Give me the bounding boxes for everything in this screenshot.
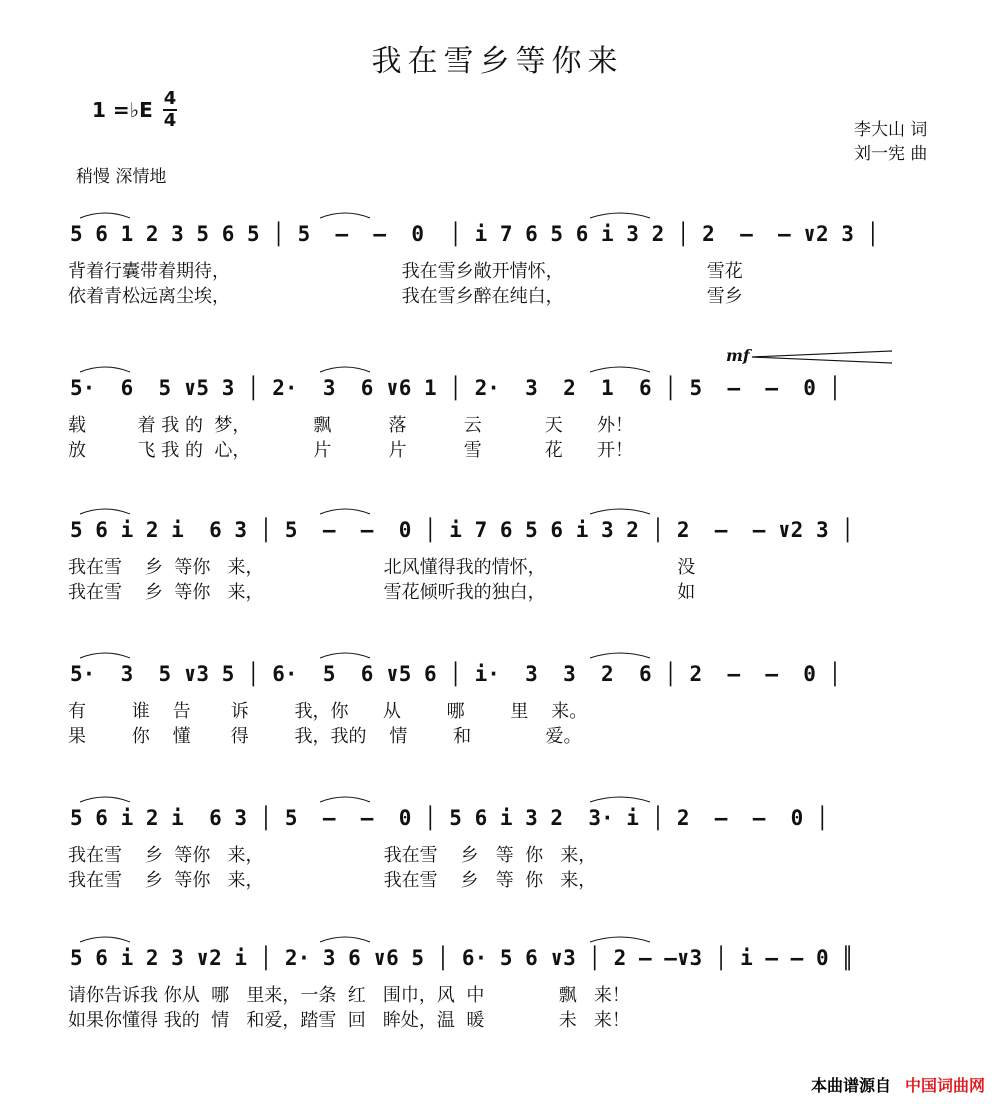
tempo-marking: 稍慢 深情地 [76, 167, 167, 187]
score-system [70, 366, 940, 406]
lyric-verse-2: 我在雪 乡 等你 来， 我在雪 乡 等 你 来， [68, 870, 597, 891]
lyric-verse-1: 有 谁 告 诉 我，你 从 哪 里 来。 [68, 701, 588, 722]
time-sig-top: 4 [163, 88, 177, 109]
lyricist: 李大山 词 [854, 120, 928, 140]
notation-line: 5· 6 5 ∨5 3 │ 2· 3 6 ∨6 1 │ 2· 3 2 1 6 │ 5 – – 0 │ [70, 376, 842, 400]
time-signature [163, 90, 177, 130]
key-signature: 1 =♭E [92, 98, 153, 122]
slur-marks [70, 932, 940, 944]
source-label: 本曲谱源自 [810, 1076, 891, 1095]
score-system [70, 936, 940, 976]
lyric-verse-1: 背着行囊带着期待， 我在雪乡敞开情怀， 雪花 [68, 261, 743, 282]
lyric-verse-1: 请你告诉我 你从 哪 里来，一条 红 围巾，风 中 飘 来！ [68, 985, 630, 1006]
credits [854, 118, 927, 166]
slur-marks [70, 504, 940, 516]
score-system [70, 212, 940, 252]
lyric-verse-2: 如果你懂得 我的 情 和爱，踏雪 回 眸处，温 暖 未 来！ [68, 1010, 630, 1031]
lyric-verse-2: 依着青松远离尘埃， 我在雪乡醉在纯白， 雪乡 [68, 286, 743, 307]
notation-line: 5 6 i 2 3 ∨2 i │ 2· 3 6 ∨6 5 │ 6· 5 6 ∨3 │ 2 – –∨3 │ i – – 0 ║ [70, 946, 854, 970]
notation-line: 5 6 1 2 3 5 6 5 │ 5 – – 0 │ i 7 6 5 6 i 3 2 │ 2 – – ∨2 3 │ [70, 222, 880, 246]
lyric-verse-2: 放 飞 我 的 心， 片 片 雪 花 开！ [68, 440, 634, 461]
time-sig-bottom: 4 [163, 110, 177, 131]
lyric-verse-1: 载 着 我 的 梦， 飘 落 云 天 外！ [68, 415, 634, 436]
slur-marks [70, 362, 940, 374]
source-credit [811, 1073, 985, 1096]
notation-line: 5 6 i 2 i 6 3 │ 5 – – 0 │ 5 6 i 3 2 3· i │ 2 – – 0 │ [70, 806, 829, 830]
score-system [70, 508, 940, 548]
lyric-verse-1: 我在雪 乡 等你 来， 北风懂得我的情怀， 没 [68, 557, 696, 578]
slur-marks [70, 648, 940, 660]
slur-marks [70, 208, 940, 220]
lyric-verse-2: 我在雪 乡 等你 来， 雪花倾听我的独白， 如 [68, 582, 696, 603]
source-site: 中国词曲网 [904, 1076, 985, 1095]
score-system [70, 796, 940, 836]
slur-marks [70, 792, 940, 804]
notation-line: 5· 3 5 ∨3 5 │ 6· 5 6 ∨5 6 │ i· 3 3 2 6 │ 2 – – 0 │ [70, 662, 842, 686]
lyric-verse-1: 我在雪 乡 等你 来， 我在雪 乡 等 你 来， [68, 845, 597, 866]
song-title: 我在雪乡等你来 [371, 44, 624, 79]
score-system [70, 652, 940, 692]
notation-line: 5 6 i 2 i 6 3 │ 5 – – 0 │ i 7 6 5 6 i 3 2 │ 2 – – ∨2 3 │ [70, 518, 854, 542]
dynamic-mark: mf [726, 346, 750, 365]
composer: 刘一宪 曲 [854, 144, 928, 164]
lyric-verse-2: 果 你 懂 得 我，我的 情 和 爱。 [68, 726, 582, 747]
